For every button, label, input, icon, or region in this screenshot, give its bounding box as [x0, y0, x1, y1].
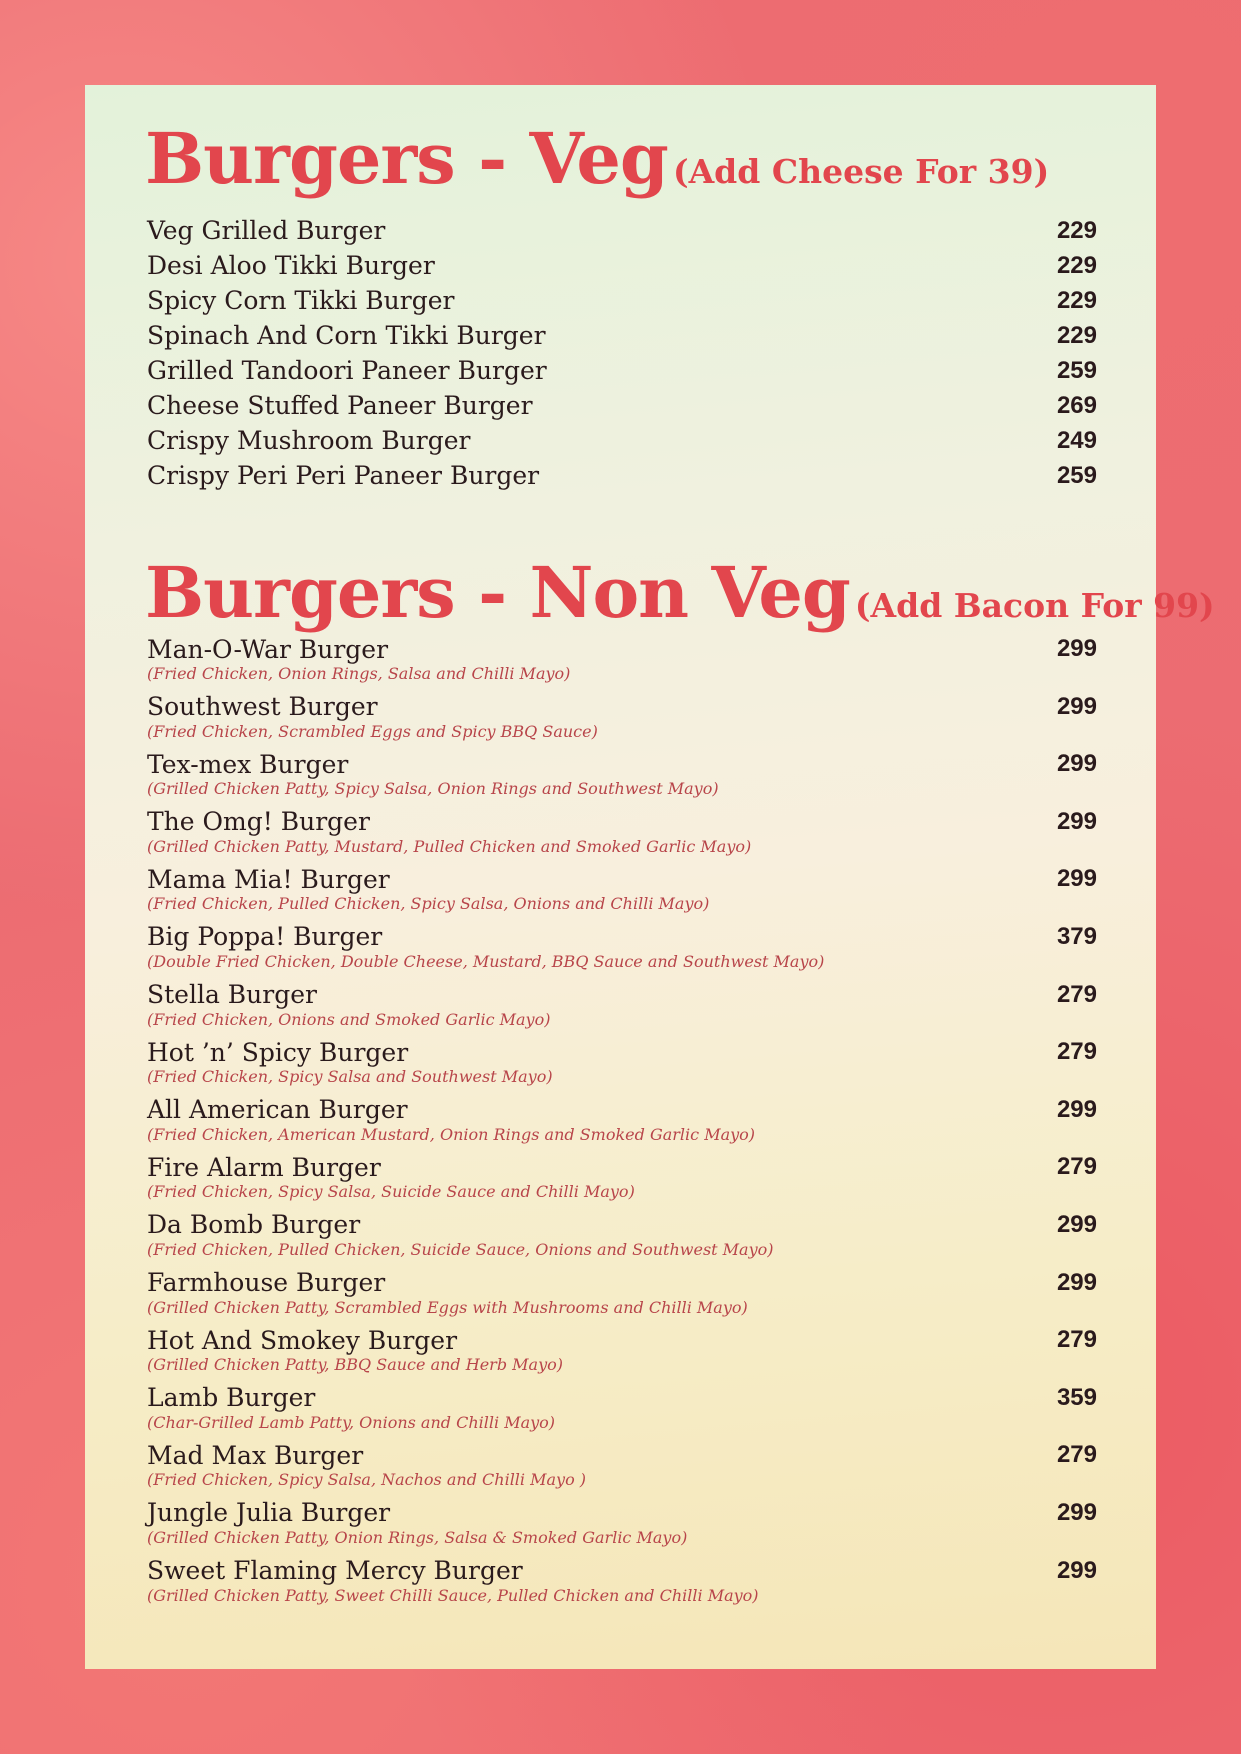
item-description: (Grilled Chicken Patty, Mustard, Pulled Chicken and Smoked Garlic Mayo) [147, 836, 752, 856]
menu-item [147, 1439, 1097, 1497]
menu-item [147, 1151, 1097, 1209]
menu-item [147, 1324, 1097, 1382]
item-price: 379 [1056, 922, 1097, 950]
item-price: 299 [1056, 1095, 1097, 1123]
item-line [147, 1555, 1097, 1587]
nonveg-section-note: (Add Bacon For 99) [854, 586, 1215, 625]
menu-item [147, 979, 1097, 1037]
item-name: Spicy Corn Tikki Burger [147, 286, 455, 315]
item-price: 279 [1056, 1153, 1097, 1181]
menu-item [147, 1094, 1097, 1152]
item-description: (Fried Chicken, Pulled Chicken, Spicy Salsa, Onions and Chilli Mayo) [147, 894, 710, 914]
item-price: 299 [1056, 692, 1097, 720]
item-description: (Fried Chicken, Onion Rings, Salsa and Chilli Mayo) [147, 664, 571, 683]
item-line [147, 863, 1097, 895]
item-line [147, 1209, 1097, 1241]
item-price: 229 [1056, 216, 1097, 244]
item-price: 299 [1056, 1556, 1097, 1584]
menu-item [147, 423, 1097, 458]
item-description: (Fried Chicken, Spicy Salsa, Nachos and Chilli Mayo ) [147, 1470, 587, 1490]
item-name: Crispy Mushroom Burger [147, 426, 471, 455]
item-price: 299 [1056, 750, 1097, 778]
nonveg-section-header [145, 551, 1215, 634]
menu-item [147, 806, 1097, 864]
item-price: 299 [1056, 1268, 1097, 1296]
item-description: (Grilled Chicken Patty, Onion Rings, Salsa & Smoked Garlic Mayo) [147, 1527, 688, 1547]
menu-item [147, 1555, 1097, 1613]
item-name: Sweet Flaming Mercy Burger [147, 1556, 523, 1585]
item-price: 279 [1056, 1326, 1097, 1354]
item-description: (Char-Grilled Lamb Patty, Onions and Chilli Mayo) [147, 1412, 556, 1432]
item-line [147, 1151, 1097, 1183]
item-name: Desi Aloo Tikki Burger [147, 251, 435, 280]
item-name: Hot ’n’ Spicy Burger [147, 1037, 409, 1067]
menu-item [147, 1209, 1097, 1267]
item-description: (Fried Chicken, Scrambled Eggs and Spicy BBQ Sauce) [147, 721, 598, 741]
item-name: Jungle Julia Burger [147, 1498, 391, 1528]
item-line [147, 748, 1097, 780]
item-line [147, 1267, 1097, 1299]
item-name: Spinach And Corn Tikki Burger [147, 321, 546, 350]
menu-item [147, 283, 1097, 318]
item-name: Fire Alarm Burger [147, 1152, 381, 1182]
menu-item [147, 458, 1097, 493]
menu-item [147, 1382, 1097, 1440]
item-name: Stella Burger [147, 980, 317, 1010]
item-description: (Fried Chicken, Pulled Chicken, Suicide Sauce, Onions and Southwest Mayo) [147, 1239, 774, 1259]
item-line [147, 979, 1097, 1011]
menu-item [147, 318, 1097, 353]
item-price: 259 [1056, 461, 1097, 489]
menu-item [147, 863, 1097, 921]
item-price: 299 [1056, 865, 1097, 893]
item-price: 229 [1056, 321, 1097, 349]
item-description: (Grilled Chicken Patty, Scrambled Eggs with Mushrooms and Chilli Mayo) [147, 1297, 748, 1317]
item-name: All American Burger [147, 1095, 408, 1125]
item-line [147, 633, 1097, 665]
item-name: Big Poppa! Burger [147, 922, 383, 952]
item-description: (Grilled Chicken Patty, Sweet Chilli Sauce, Pulled Chicken and Chilli Mayo) [147, 1585, 759, 1605]
item-line [147, 921, 1097, 953]
item-price: 279 [1056, 980, 1097, 1008]
item-price: 229 [1056, 251, 1097, 279]
veg-section-header [145, 117, 1049, 200]
menu-item [147, 921, 1097, 979]
item-line [147, 806, 1097, 838]
item-name: Lamb Burger [147, 1383, 316, 1413]
item-line [147, 1382, 1097, 1414]
item-name: Mama Mia! Burger [147, 864, 390, 894]
item-name: Grilled Tandoori Paneer Burger [147, 356, 547, 385]
menu-item [147, 353, 1097, 388]
item-description: (Grilled Chicken Patty, BBQ Sauce and Herb Mayo) [147, 1355, 563, 1375]
item-price: 259 [1056, 356, 1097, 384]
item-line [147, 691, 1097, 723]
item-description: (Fried Chicken, American Mustard, Onion Rings and Smoked Garlic Mayo) [147, 1124, 756, 1144]
menu-item [147, 1036, 1097, 1094]
item-price: 299 [1056, 807, 1097, 835]
item-line [147, 1036, 1097, 1068]
menu-item [147, 388, 1097, 423]
item-line [147, 1497, 1097, 1529]
item-name: Hot And Smokey Burger [147, 1325, 458, 1355]
item-name: Southwest Burger [147, 692, 378, 722]
item-price: 279 [1056, 1441, 1097, 1469]
item-name: Farmhouse Burger [147, 1268, 386, 1298]
item-name: Veg Grilled Burger [147, 216, 386, 245]
nonveg-item-list [147, 633, 1097, 1612]
item-name: Cheese Stuffed Paneer Burger [147, 391, 533, 420]
item-price: 299 [1056, 635, 1097, 662]
item-name: The Omg! Burger [147, 807, 370, 837]
item-name: Crispy Peri Peri Paneer Burger [147, 461, 540, 490]
item-price: 249 [1056, 426, 1097, 454]
menu-item [147, 633, 1097, 691]
menu-item [147, 748, 1097, 806]
menu-item [147, 248, 1097, 283]
item-price: 279 [1056, 1038, 1097, 1066]
veg-item-list [147, 213, 1097, 493]
item-description: (Fried Chicken, Onions and Smoked Garlic Mayo) [147, 1009, 551, 1029]
nonveg-section-title: Burgers - Non Veg [145, 551, 850, 634]
item-price: 229 [1056, 286, 1097, 314]
menu-item [147, 1267, 1097, 1325]
menu-item [147, 691, 1097, 749]
item-price: 359 [1056, 1383, 1097, 1411]
item-name: Tex-mex Burger [147, 749, 349, 779]
item-name: Mad Max Burger [147, 1440, 364, 1470]
item-price: 269 [1056, 391, 1097, 419]
item-name: Man-O-War Burger [147, 634, 389, 664]
item-description: (Fried Chicken, Spicy Salsa, Suicide Sauce and Chilli Mayo) [147, 1182, 635, 1202]
item-price: 299 [1056, 1498, 1097, 1526]
item-price: 299 [1056, 1210, 1097, 1238]
veg-section-title: Burgers - Veg [145, 117, 668, 200]
menu-panel [85, 85, 1215, 1669]
item-line [147, 1094, 1097, 1126]
item-description: (Double Fried Chicken, Double Cheese, Mustard, BBQ Sauce and Southwest Mayo) [147, 951, 825, 971]
item-line [147, 1439, 1097, 1471]
item-name: Da Bomb Burger [147, 1210, 361, 1240]
item-description: (Fried Chicken, Spicy Salsa and Southwest Mayo) [147, 1067, 553, 1087]
veg-section-note: (Add Cheese For 39) [672, 152, 1050, 191]
menu-item [147, 213, 1097, 248]
item-description: (Grilled Chicken Patty, Spicy Salsa, Onion Rings and Southwest Mayo) [147, 779, 719, 799]
item-line [147, 1324, 1097, 1356]
menu-item [147, 1497, 1097, 1555]
